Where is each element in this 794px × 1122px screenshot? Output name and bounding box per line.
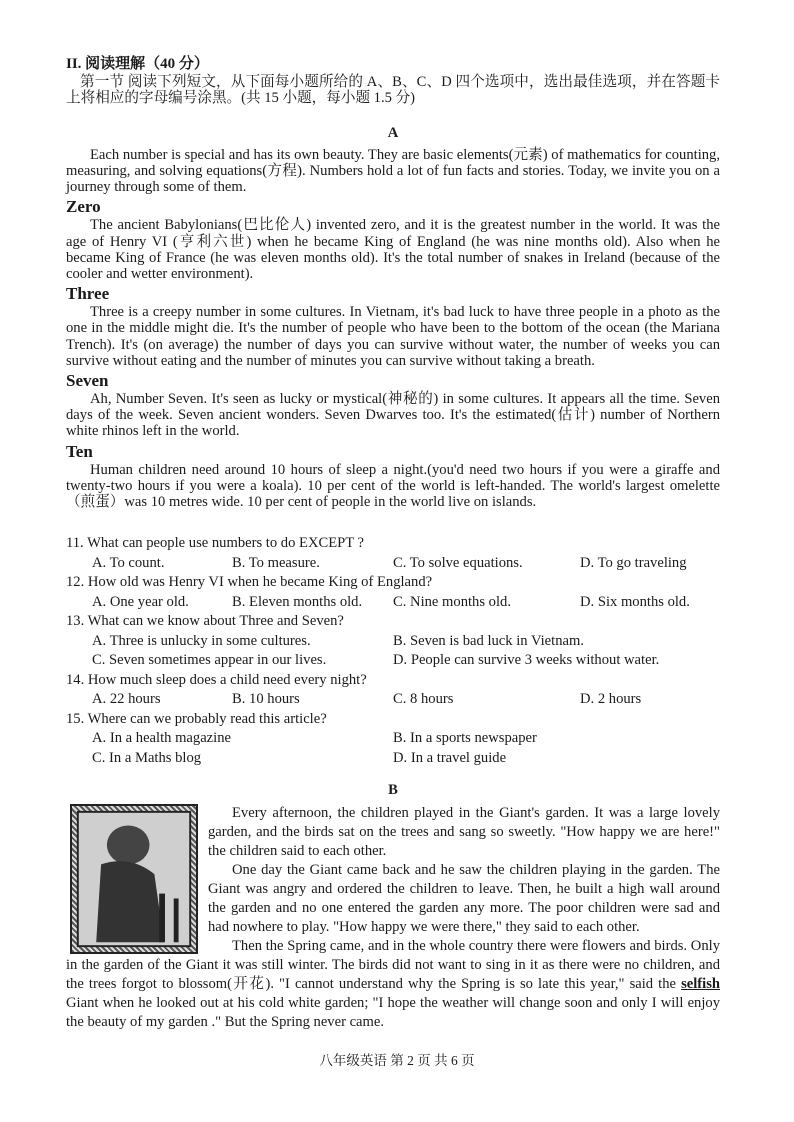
answer-option: C. In a Maths blog: [92, 749, 202, 766]
passage-b: [66, 804, 720, 1032]
options-row: [66, 593, 720, 613]
exam-page: [66, 56, 720, 1032]
giant-illustration: [70, 804, 198, 954]
question-stem: 12. How old was Henry VI when he became King of England?: [66, 574, 433, 591]
answer-option: B. Seven is bad luck in Vietnam.: [393, 632, 584, 649]
passage-b-paragraph-1: Every afternoon, the children played in the Giant's garden. It was a large lovely garden, and the birds sat on the trees and sang so sweetly. "How happy we are here!" the children said to each other.: [208, 805, 720, 860]
answer-option: A. One year old.: [92, 593, 189, 610]
answer-option: C. Nine months old.: [393, 593, 511, 610]
section-text: The ancient Babylonians(巴比伦人) invented zero, and it is the greatest number in the world. It was the age of Henry VI (亨利六世) when he became King of England (he was nine months old). Also when he became King of France (he was eleven months old). It's the total number of snakes in Ireland (because of the cooler and wetter environment).: [66, 217, 720, 283]
answer-option: D. 2 hours: [580, 691, 642, 708]
p3-text-before: Then the Spring came, and in the whole country there were flowers and birds. Only in the garden of the Giant it was still winter. The birds did not want to sing in it as there were no children, and the trees forgot to blossom(开花). "I cannot understand why the Spring is so late this year," said the: [66, 938, 720, 993]
answer-option: B. Eleven months old.: [232, 593, 363, 610]
answer-option: D. People can survive 3 weeks without water.: [393, 652, 660, 669]
section-heading: Ten: [66, 441, 93, 461]
section-heading: Seven: [66, 371, 109, 391]
section-heading: Three: [66, 284, 110, 304]
section-text: Three is a creepy number in some cultures. In Vietnam, it's bad luck to have three people in a photo as the one in the middle might die. It's the number of people who have been to the bottom of the ocean (the Mariana Trench). It's (on average) the number of days you can survive without water, the number of weeks you can survive without eating and the number of minutes you can survive without taking a breath.: [66, 304, 720, 369]
passage-a-sections: [66, 197, 720, 510]
section-text: Ah, Number Seven. It's seen as lucky or mystical(神秘的) in some cultures. It appears all the time. Seven days of the week. Seven ancient wonders. Seven Dwarves too. It's the estimated(估计) number of Northern white rhinos left in the world.: [66, 391, 720, 440]
answer-option: A. 22 hours: [92, 691, 161, 708]
answer-option: D. Six months old.: [580, 593, 690, 610]
answer-option: B. To measure.: [232, 554, 320, 571]
passage-b-label: B: [388, 782, 398, 799]
question-stem: 15. Where can we probably read this article?: [66, 710, 327, 727]
answer-option: A. Three is unlucky in some cultures.: [92, 632, 311, 649]
answer-option: B. In a sports newspaper: [393, 730, 537, 747]
section-title: II. 阅读理解（40 分）: [66, 56, 209, 72]
instructions: 第一节 阅读下列短文，从下面每小题所给的 A、B、C、D 四个选项中，选出最佳选项，并在答题卡上将相应的字母编号涂黑。(共 15 小题，每小题 1.5 分): [66, 74, 720, 107]
passage-b-paragraph-2: One day the Giant came back and he saw the children playing in the garden. The Giant was angry and ordered the children to leave. Then, he built a high wall around the garden and no one entered the garden any more. The poor children were sad and had nowhere to play. "How happy we were there," they said to each other.: [208, 862, 720, 936]
answer-option: A. In a health magazine: [92, 730, 231, 747]
options-row: [66, 729, 720, 749]
options-row: [66, 690, 720, 710]
questions-list: [66, 534, 720, 768]
section-text: Human children need around 10 hours of sleep a night.(you'd need two hours if you were a giraffe and twenty-two hours if you were a koala). 10 per cent of the world is left-handed. The world's largest omelette（煎蛋）was 10 metres wide. 10 per cent of people in the world live on islands.: [66, 461, 720, 511]
question-stem: 14. How much sleep does a child need every night?: [66, 671, 367, 688]
answer-option: B. 10 hours: [232, 691, 300, 708]
underlined-word-selfish: selfish: [681, 976, 720, 993]
answer-option: D. To go traveling: [580, 554, 687, 571]
options-row: [66, 749, 720, 769]
options-row: [66, 632, 720, 652]
options-row: [66, 651, 720, 671]
passage-a-intro: Each number is special and has its own beauty. They are basic elements(元素) of mathematics for counting, measuring, and solving equations(方程). Numbers hold a lot of fun facts and stories. Today, we invite you on a journey through some of them.: [66, 146, 720, 196]
answer-option: C. To solve equations.: [393, 554, 523, 571]
page-footer: 八年级英语 第 2 页 共 6 页: [319, 1053, 475, 1068]
question-stem: 13. What can we know about Three and Seven?: [66, 613, 344, 630]
answer-option: C. Seven sometimes appear in our lives.: [92, 652, 327, 669]
answer-option: D. In a travel guide: [393, 749, 507, 766]
answer-option: A. To count.: [92, 554, 165, 571]
answer-option: C. 8 hours: [393, 691, 454, 708]
options-row: [66, 554, 720, 574]
p3-text-after: Giant when he looked out at his cold white garden; "I hope the weather will change soon and only I will enjoy the beauty of my garden ." But the Spring never came.: [66, 995, 720, 1031]
section-heading: Zero: [66, 197, 101, 217]
question-stem: 11. What can people use numbers to do EXCEPT ?: [66, 535, 365, 552]
passage-a-label: A: [387, 124, 399, 141]
